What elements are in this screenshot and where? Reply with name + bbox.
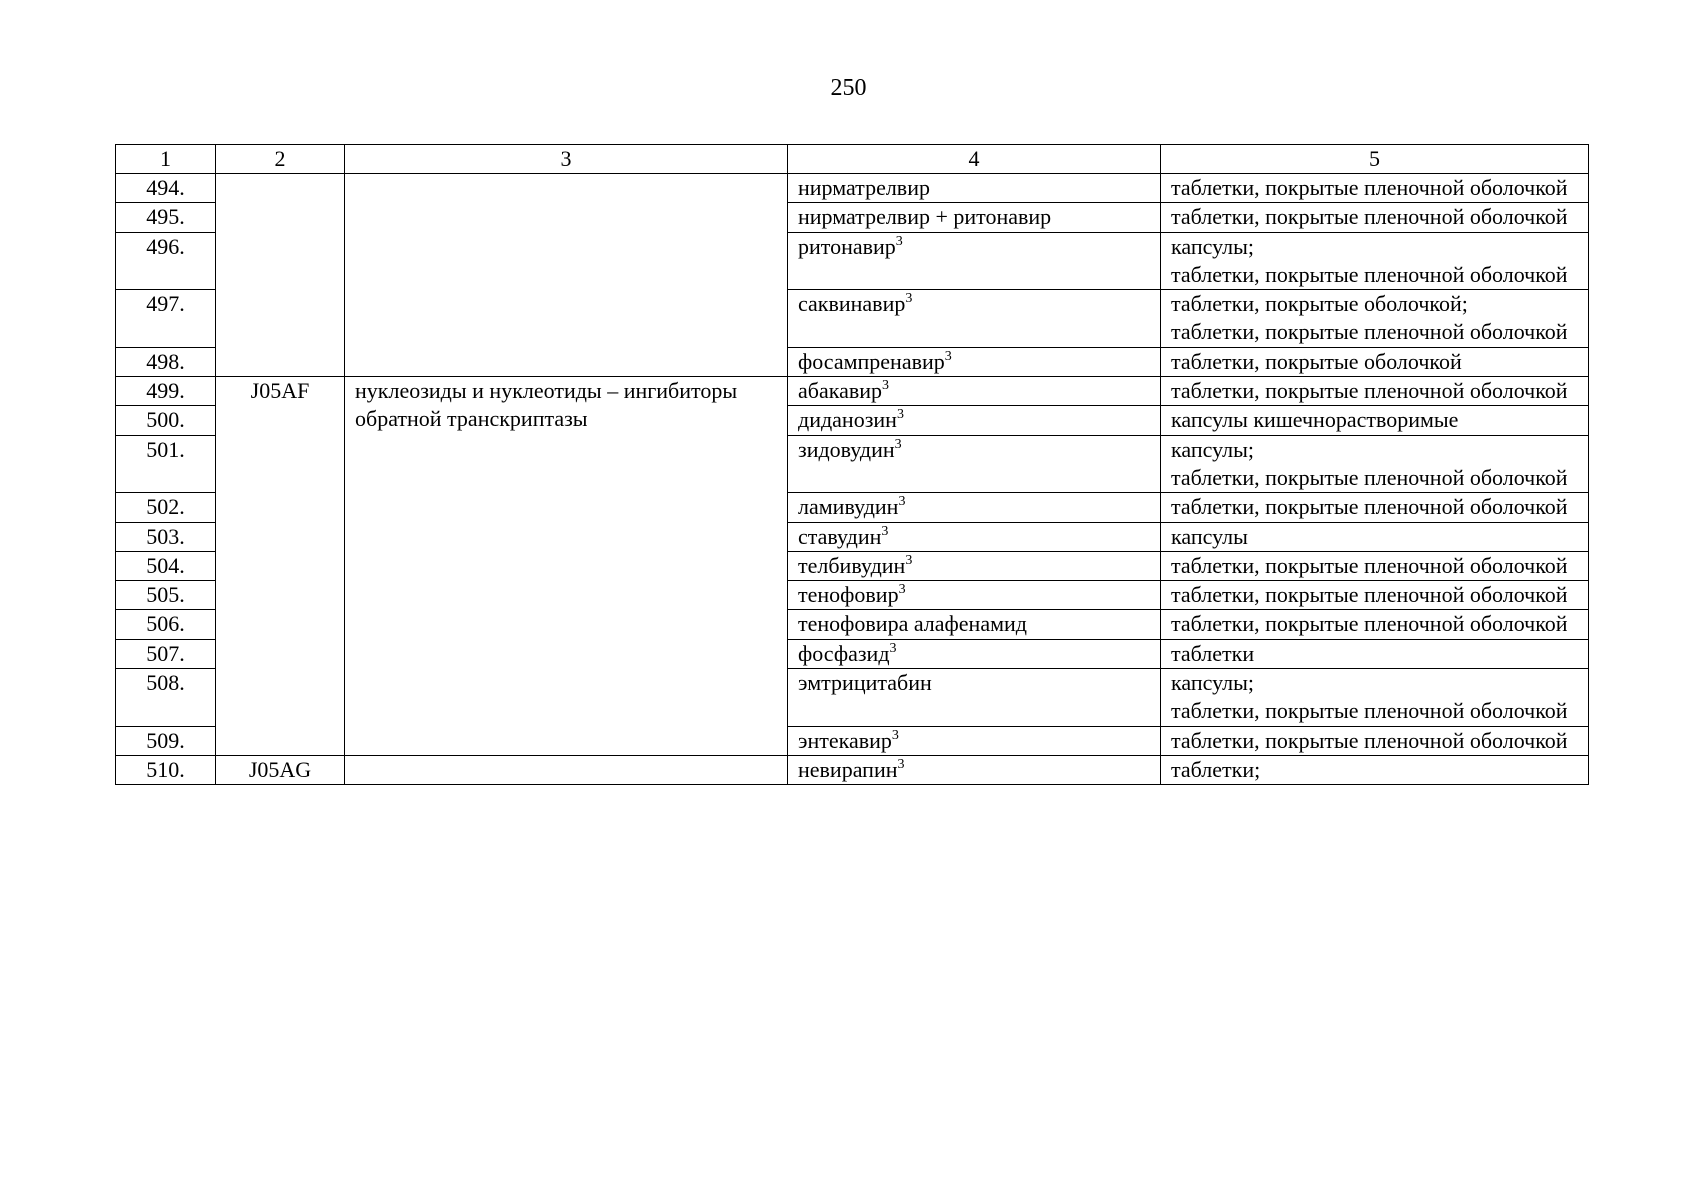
drug-cell <box>788 755 1161 784</box>
header-col-3: 3 <box>345 145 788 174</box>
drug-cell <box>788 435 1161 493</box>
row-number: 495. <box>116 203 216 232</box>
table-row <box>116 755 1589 784</box>
dosage-form: таблетки, покрытые пленочной оболочкой <box>1171 464 1568 490</box>
header-col-4: 4 <box>788 145 1161 174</box>
drug-cell <box>788 203 1161 232</box>
footnote-marker: 3 <box>944 348 952 364</box>
drug-cell <box>788 639 1161 668</box>
footnote-marker: 3 <box>889 640 897 656</box>
footnote-marker: 3 <box>898 494 906 510</box>
dosage-forms <box>1161 347 1589 376</box>
row-number: 498. <box>116 347 216 376</box>
footnote-marker: 3 <box>905 291 913 307</box>
dosage-forms <box>1161 755 1589 784</box>
dosage-form: таблетки, покрытые пленочной оболочкой <box>1171 552 1568 578</box>
footnote-marker: 3 <box>894 436 902 452</box>
row-number: 500. <box>116 406 216 435</box>
atc-code: J05AF <box>216 377 345 756</box>
dosage-form: таблетки <box>1171 640 1255 666</box>
dosage-form: таблетки, покрытые пленочной оболочкой <box>1171 261 1568 287</box>
dosage-form: капсулы; <box>1171 436 1254 462</box>
dosage-form: капсулы кишечнорастворимые <box>1171 407 1459 433</box>
drug-name: саквинавир <box>798 291 906 317</box>
drug-name: фосфазид <box>798 640 890 666</box>
header-col-2: 2 <box>216 145 345 174</box>
row-number: 506. <box>116 610 216 639</box>
drug-name: телбивудин <box>798 552 906 578</box>
dosage-form: капсулы <box>1171 523 1248 549</box>
atc-code: J05AG <box>216 755 345 784</box>
dosage-forms <box>1161 610 1589 639</box>
drug-name: энтекавир <box>798 727 892 753</box>
row-number: 510. <box>116 755 216 784</box>
dosage-form: таблетки, покрытые пленочной оболочкой <box>1171 319 1568 345</box>
row-number: 501. <box>116 435 216 493</box>
dosage-forms <box>1161 290 1589 348</box>
drug-table <box>115 144 1589 785</box>
atc-code <box>216 174 345 377</box>
drug-cell <box>788 174 1161 203</box>
dosage-form: капсулы; <box>1171 233 1254 259</box>
drug-cell <box>788 726 1161 755</box>
dosage-forms <box>1161 174 1589 203</box>
drug-name: эмтрицитабин <box>798 670 932 696</box>
dosage-forms <box>1161 522 1589 551</box>
drug-cell <box>788 406 1161 435</box>
dosage-forms <box>1161 551 1589 580</box>
row-number: 503. <box>116 522 216 551</box>
group-name: нуклеозиды и нуклеотиды – ингибиторы обратной транскриптазы <box>345 377 788 756</box>
drug-name: фосампренавир <box>798 348 945 374</box>
footnote-marker: 3 <box>898 582 906 598</box>
drug-cell <box>788 347 1161 376</box>
row-number: 494. <box>116 174 216 203</box>
drug-name: ставудин <box>798 523 882 549</box>
drug-cell <box>788 669 1161 727</box>
row-number: 499. <box>116 377 216 406</box>
drug-name: зидовудин <box>798 436 895 462</box>
group-name <box>345 755 788 784</box>
drug-name: ритонавир <box>798 233 896 259</box>
dosage-forms <box>1161 232 1589 290</box>
dosage-forms <box>1161 493 1589 522</box>
drug-cell <box>788 290 1161 348</box>
dosage-forms <box>1161 639 1589 668</box>
drug-cell <box>788 232 1161 290</box>
footnote-marker: 3 <box>881 523 889 539</box>
row-number: 502. <box>116 493 216 522</box>
dosage-forms <box>1161 726 1589 755</box>
table-row <box>116 174 1589 203</box>
footnote-marker: 3 <box>897 756 905 772</box>
dosage-form: таблетки, покрытые пленочной оболочкой <box>1171 378 1568 404</box>
dosage-form: таблетки, покрытые оболочкой <box>1171 348 1462 374</box>
dosage-forms <box>1161 669 1589 727</box>
dosage-forms <box>1161 203 1589 232</box>
dosage-forms <box>1161 377 1589 406</box>
footnote-marker: 3 <box>891 727 899 743</box>
footnote-marker: 3 <box>896 407 904 423</box>
dosage-forms <box>1161 406 1589 435</box>
row-number: 496. <box>116 232 216 290</box>
dosage-form: таблетки, покрытые пленочной оболочкой <box>1171 494 1568 520</box>
footnote-marker: 3 <box>905 552 913 568</box>
dosage-form: таблетки, покрытые пленочной оболочкой <box>1171 204 1568 230</box>
dosage-form: таблетки, покрытые пленочной оболочкой <box>1171 698 1568 724</box>
row-number: 508. <box>116 669 216 727</box>
header-col-1: 1 <box>116 145 216 174</box>
drug-cell <box>788 522 1161 551</box>
drug-name: тенофовира алафенамид <box>798 611 1027 637</box>
drug-cell <box>788 610 1161 639</box>
drug-name: ламивудин <box>798 494 899 520</box>
row-number: 505. <box>116 581 216 610</box>
drug-name: нирматрелвир <box>798 175 930 200</box>
drug-name: диданозин <box>798 407 897 433</box>
table-row <box>116 377 1589 406</box>
dosage-form: таблетки, покрытые пленочной оболочкой <box>1171 175 1568 200</box>
dosage-form: таблетки, покрытые оболочкой; <box>1171 291 1468 317</box>
drug-cell <box>788 551 1161 580</box>
dosage-form: таблетки; <box>1171 756 1261 782</box>
dosage-form: капсулы; <box>1171 670 1254 696</box>
dosage-form: таблетки, покрытые пленочной оболочкой <box>1171 611 1568 637</box>
drug-name: абакавир <box>798 378 883 404</box>
dosage-form: таблетки, покрытые пленочной оболочкой <box>1171 727 1568 753</box>
drug-name: тенофовир <box>798 582 899 608</box>
drug-cell <box>788 581 1161 610</box>
drug-cell <box>788 377 1161 406</box>
row-number: 504. <box>116 551 216 580</box>
page-number: 250 <box>830 75 867 101</box>
dosage-forms <box>1161 435 1589 493</box>
dosage-forms <box>1161 581 1589 610</box>
drug-name: нирматрелвир + ритонавир <box>798 204 1052 230</box>
header-col-5: 5 <box>1161 145 1589 174</box>
drug-cell <box>788 493 1161 522</box>
footnote-marker: 3 <box>895 233 903 249</box>
drug-name: невирапин <box>798 756 898 782</box>
group-name <box>345 174 788 377</box>
row-number: 497. <box>116 290 216 348</box>
footnote-marker: 3 <box>882 378 890 394</box>
row-number: 509. <box>116 726 216 755</box>
dosage-form: таблетки, покрытые пленочной оболочкой <box>1171 582 1568 608</box>
table-body <box>116 174 1589 785</box>
header-row <box>116 145 1589 174</box>
row-number: 507. <box>116 639 216 668</box>
